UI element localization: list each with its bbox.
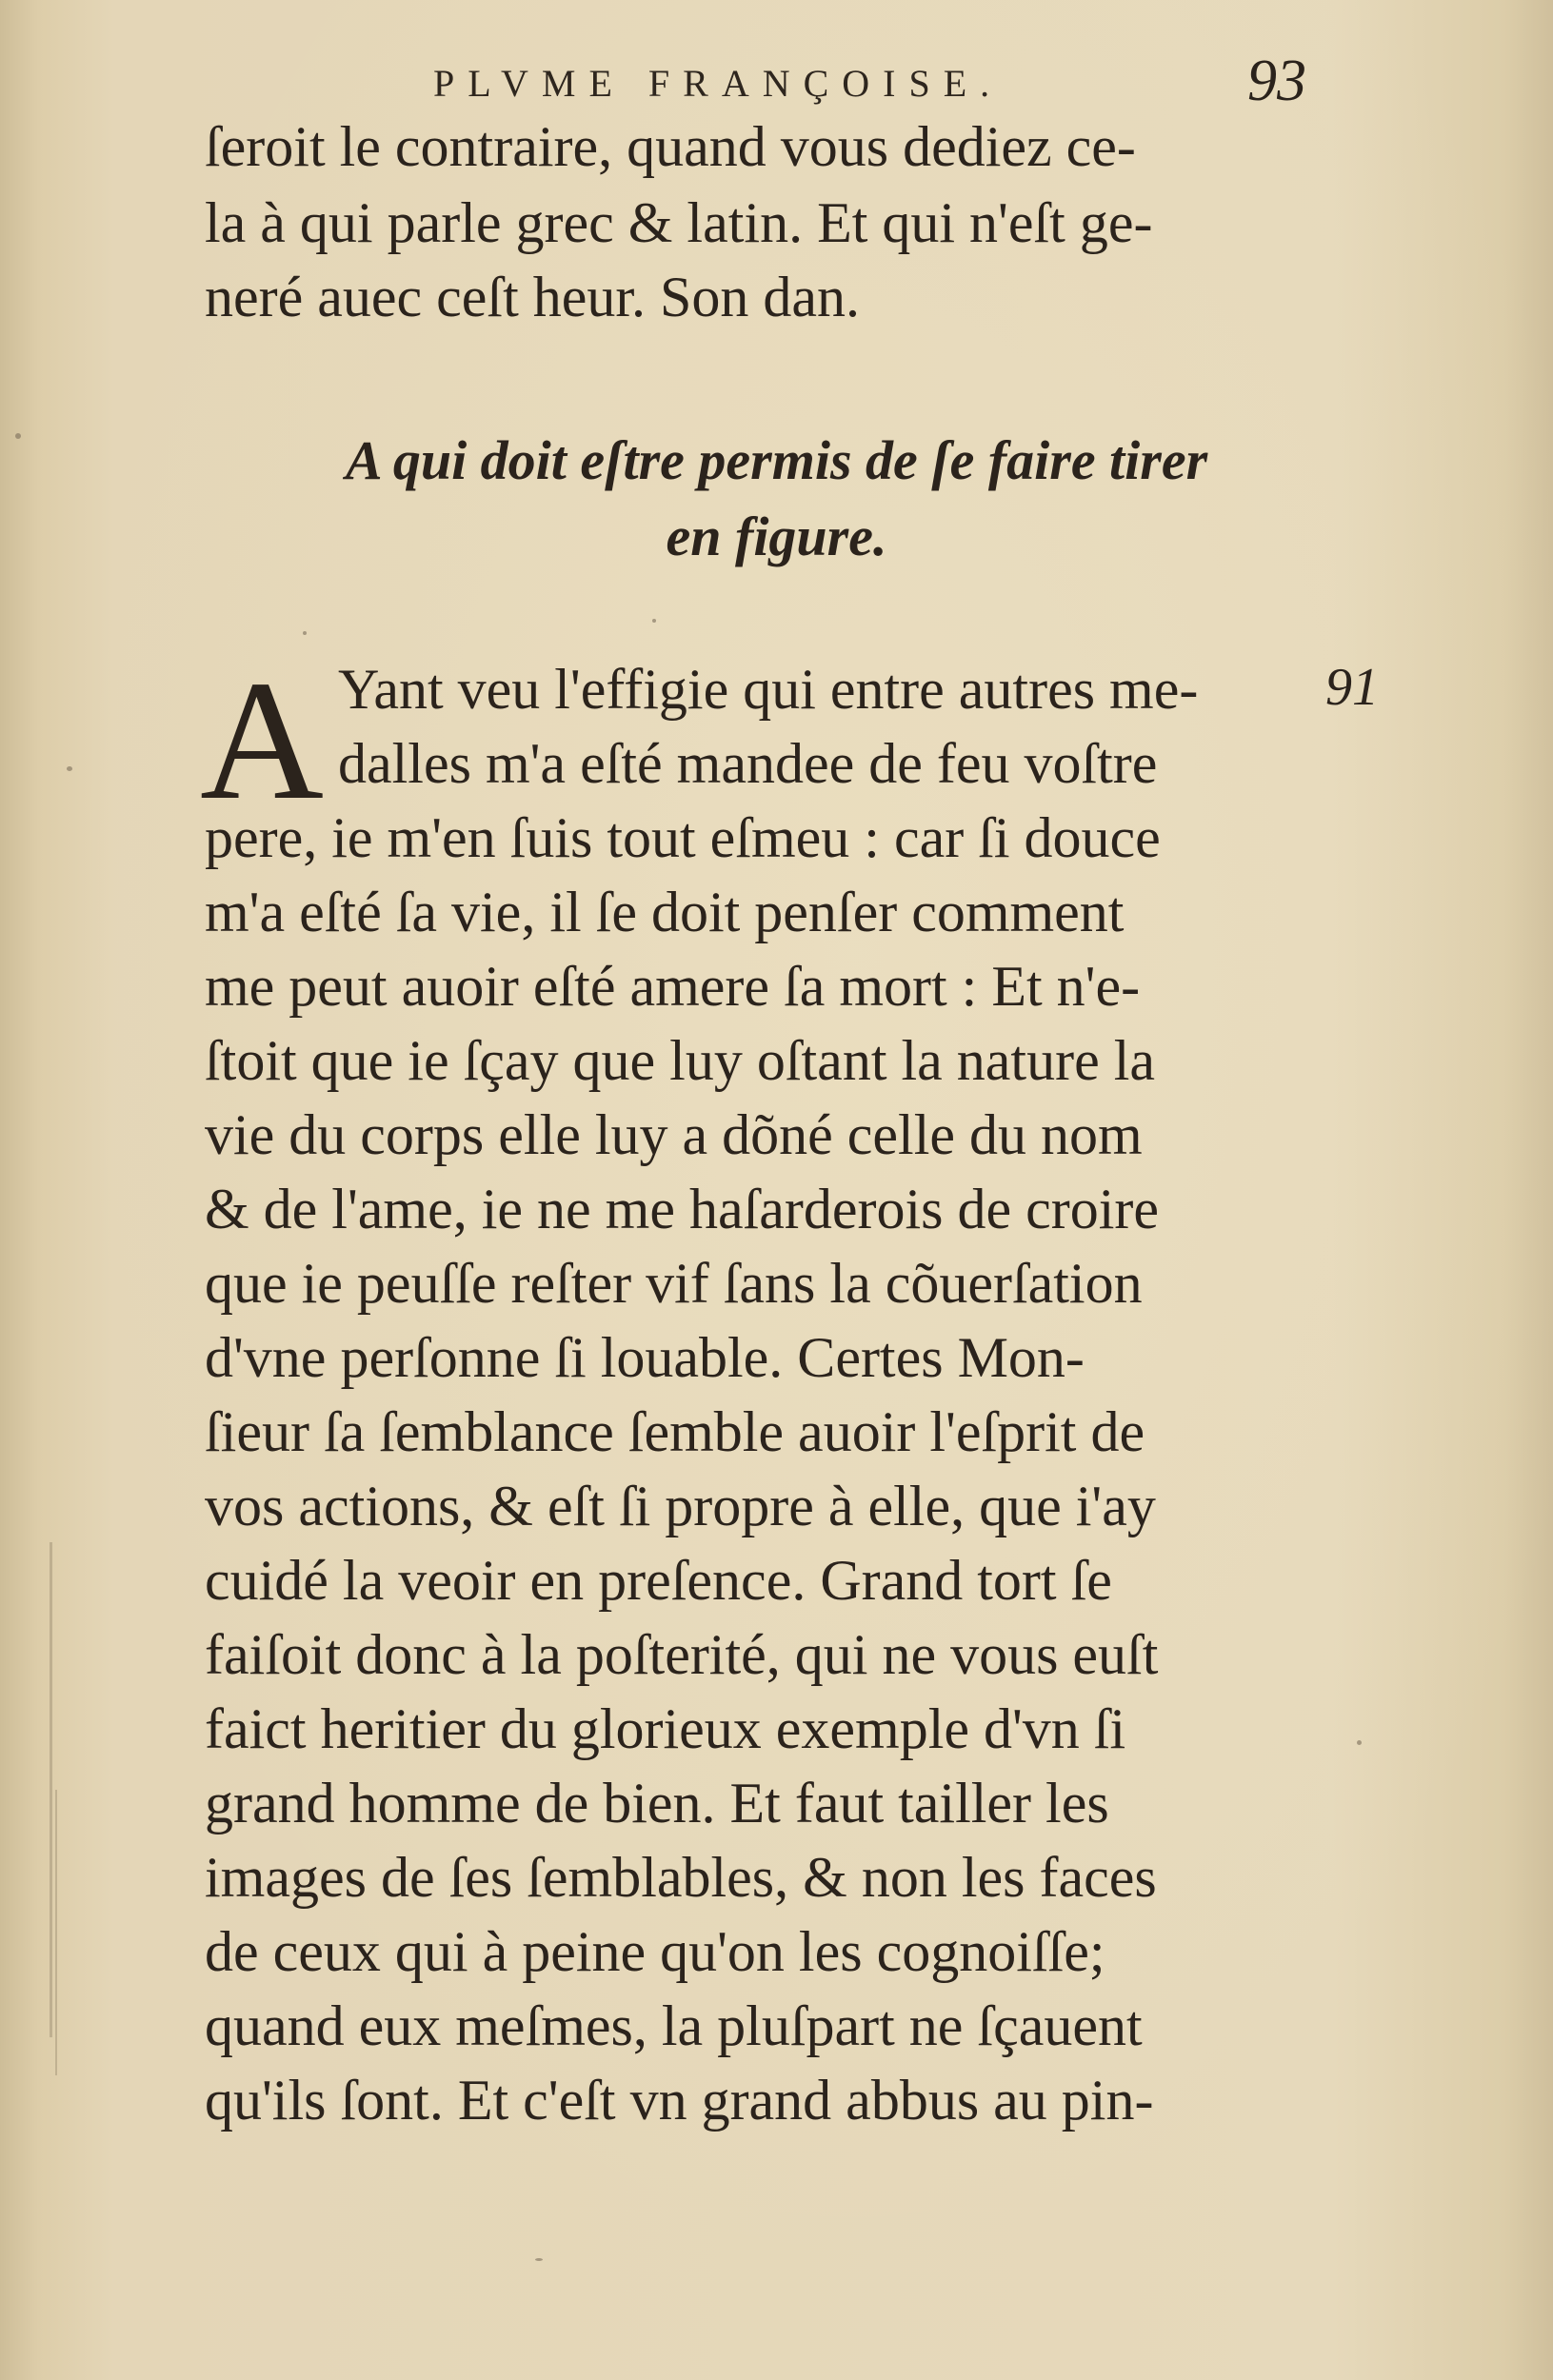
text-line: la à qui parle grec & latin. Et qui n'eſt ge- [205,191,1153,254]
text-line: vie du corps elle luy a dõné celle du nom [205,1103,1143,1166]
gutter-shadow-inner [55,1790,57,2075]
text-line: neré auec ceſt heur. Son dan. [205,266,861,328]
text-line: faict heritier du glorieux exemple d'vn ſi [205,1697,1126,1760]
text-line: grand homme de bien. Et faut tailler les [205,1772,1109,1835]
text-line: & de l'ame, ie ne me haſarderois de croire [205,1178,1160,1240]
ink-speck [535,2258,543,2261]
text-line: ſieur ſa ſemblance ſemble auoir l'eſprit de [205,1400,1145,1463]
ink-speck [1357,1740,1362,1745]
text-line: que ie peuſſe reſter vif ſans la cõuerſation [205,1252,1143,1315]
text-line: m'a eſté ſa vie, il ſe doit penſer comment [205,881,1125,943]
drop-cap: A [200,645,324,835]
text-line: faiſoit donc à la poſterité, qui ne vous euſt [205,1623,1159,1686]
section-heading-line1: A qui doit eſtre permis de ſe faire tirer [345,429,1208,491]
text-line: Yant veu l'effigie qui entre autres me- [338,658,1199,721]
ink-speck [67,766,72,771]
text-line: me peut auoir eſté amere ſa mort : Et n'e- [205,955,1141,1018]
text-line: ſtoit que ie ſçay que luy oſtant la nature la [205,1029,1155,1092]
margin-note: 91 [1325,658,1379,717]
text-line: pere, ie m'en ſuis tout eſmeu : car ſi douce [205,806,1161,869]
gutter-shadow [50,1542,52,2037]
text-line: de ceux qui à peine qu'on les cognoiſſe; [205,1920,1105,1983]
ink-speck [652,619,656,623]
text-line: cuidé la veoir en preſence. Grand tort ſe [205,1549,1112,1612]
running-head: PLVME FRANÇOISE. [433,62,1004,105]
text-line: qu'ils ſont. Et c'eſt vn grand abbus au pin- [205,2069,1154,2132]
page-number: 93 [1247,49,1306,113]
text-line: quand eux meſmes, la pluſpart ne ſçauent [205,1994,1143,2057]
text-line: images de ſes ſemblables, & non les faces [205,1846,1157,1909]
text-line: d'vne perſonne ſi louable. Certes Mon- [205,1326,1085,1389]
text-line: ſeroit le contraire, quand vous dediez ce- [205,115,1136,178]
text-line: dalles m'a eſté mandee de feu voſtre [338,732,1158,795]
ink-speck [303,631,307,635]
text-line: vos actions, & eſt ſi propre à elle, que i'ay [205,1475,1156,1537]
section-heading-line2: en figure. [666,506,887,567]
